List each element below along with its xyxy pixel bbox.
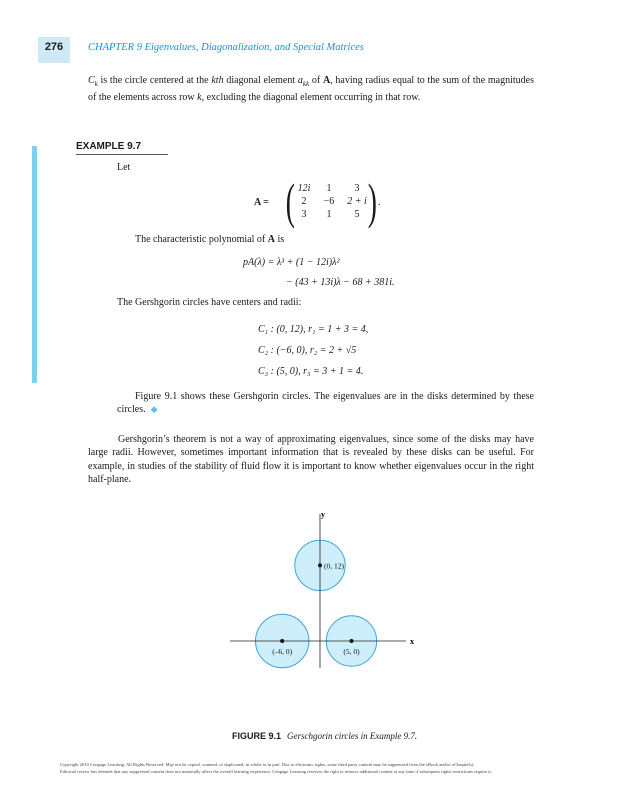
center-label-3: (5, 0) xyxy=(343,647,360,656)
circle-line-1: C₁ : (0, 12), r₁ = 1 + 3 = 4, xyxy=(258,324,369,335)
copyright-footer xyxy=(60,761,492,775)
centers-intro: The Gershgorin circles have centers and radii: xyxy=(117,297,302,308)
center-point-2 xyxy=(280,639,284,643)
figure-caption xyxy=(232,731,417,741)
matrix-cell: 2 + i xyxy=(347,196,367,207)
matrix-cell: −6 xyxy=(323,196,335,207)
circle-line-3: C₃ : (5, 0), r₃ = 3 + 1 = 4. xyxy=(258,366,364,377)
circle-line-2: C₂ : (−6, 0), r₂ = 2 + √5 xyxy=(258,345,357,356)
matrix-cell: 2 xyxy=(301,196,307,207)
center-label-1: (0, 12) xyxy=(324,561,344,571)
figure-caption-text: Gerschgorin circles in Example 9.7. xyxy=(287,731,418,741)
matrix-cell: 3 xyxy=(301,209,307,220)
example-sidebar-bar xyxy=(32,146,37,383)
char-poly-intro: The characteristic polynomial of A is xyxy=(135,234,285,245)
chapter-title: CHAPTER 9 Eigenvalues, Diagonalization, and Special Matrices xyxy=(88,42,364,53)
figure-reference-paragraph: Figure 9.1 shows these Gershgorin circles. The eigenvalues are in the disks determined by these circles. ◆ xyxy=(117,391,534,416)
matrix-cell: 12i xyxy=(297,183,311,194)
center-point-3 xyxy=(350,639,354,643)
x-axis-label: x xyxy=(410,637,414,646)
gershgorin-figure xyxy=(230,506,420,674)
matrix-cell: 3 xyxy=(354,183,360,194)
matrix-lhs: A = xyxy=(254,197,269,208)
matrix-cell: 5 xyxy=(354,209,360,220)
theorem-paragraph: Gershgorin’s theorem is not a way of approximating eigenvalues, since some of the disks may have large radii. However, sometimes important information that is revealed by these disks can be useful. For example, in studies of the stability of fluid flow it is important to know whether eigenvalues occur in the right half-plane. xyxy=(88,434,534,486)
y-axis-label: y xyxy=(321,510,325,519)
example-heading-rule xyxy=(76,154,168,155)
poly-line-2: − (43 + 13i)λ − 68 + 381i. xyxy=(286,277,395,288)
matrix-period: . xyxy=(378,197,381,208)
matrix-right-paren: ) xyxy=(367,173,377,229)
footer-line-1: Copyright 2010 Cengage Learning. All Rights Reserved. May not be copied, scanned, or duplicated, in whole or in part. Due to electronic rights, some third party content may be suppressed from the eBook and/or eChapter(s). xyxy=(60,762,475,767)
matrix-cell: 1 xyxy=(326,209,332,220)
page-number: 276 xyxy=(44,41,64,53)
matrix-cell: 1 xyxy=(326,183,332,194)
poly-line-1: pA(λ) = λ³ + (1 − 12i)λ² xyxy=(243,257,340,268)
center-label-2: (–6, 0) xyxy=(272,647,293,656)
footer-line-2: Editorial review has deemed that any suppressed content does not materially affect the overall learning experience. Cengage Learning reserves the right to remove additional content at any time if subsequent rights restrictions require it. xyxy=(60,769,492,774)
figure-label: FIGURE 9.1 xyxy=(232,731,282,741)
matrix-left-paren: ( xyxy=(285,173,295,229)
intro-paragraph: $C_k$ is the circle centered at the kth diagonal element $a_{kk}$ of A, having radius equal to the sum of the magnitudes of the elements across row k, excluding the diagonal element occurring in that row. xyxy=(88,75,534,104)
center-point-1 xyxy=(318,563,322,567)
example-heading: EXAMPLE 9.7 xyxy=(76,141,142,152)
matrix xyxy=(292,183,372,220)
example-let: Let xyxy=(117,162,131,173)
end-of-example-diamond-icon: ◆ xyxy=(150,404,158,415)
